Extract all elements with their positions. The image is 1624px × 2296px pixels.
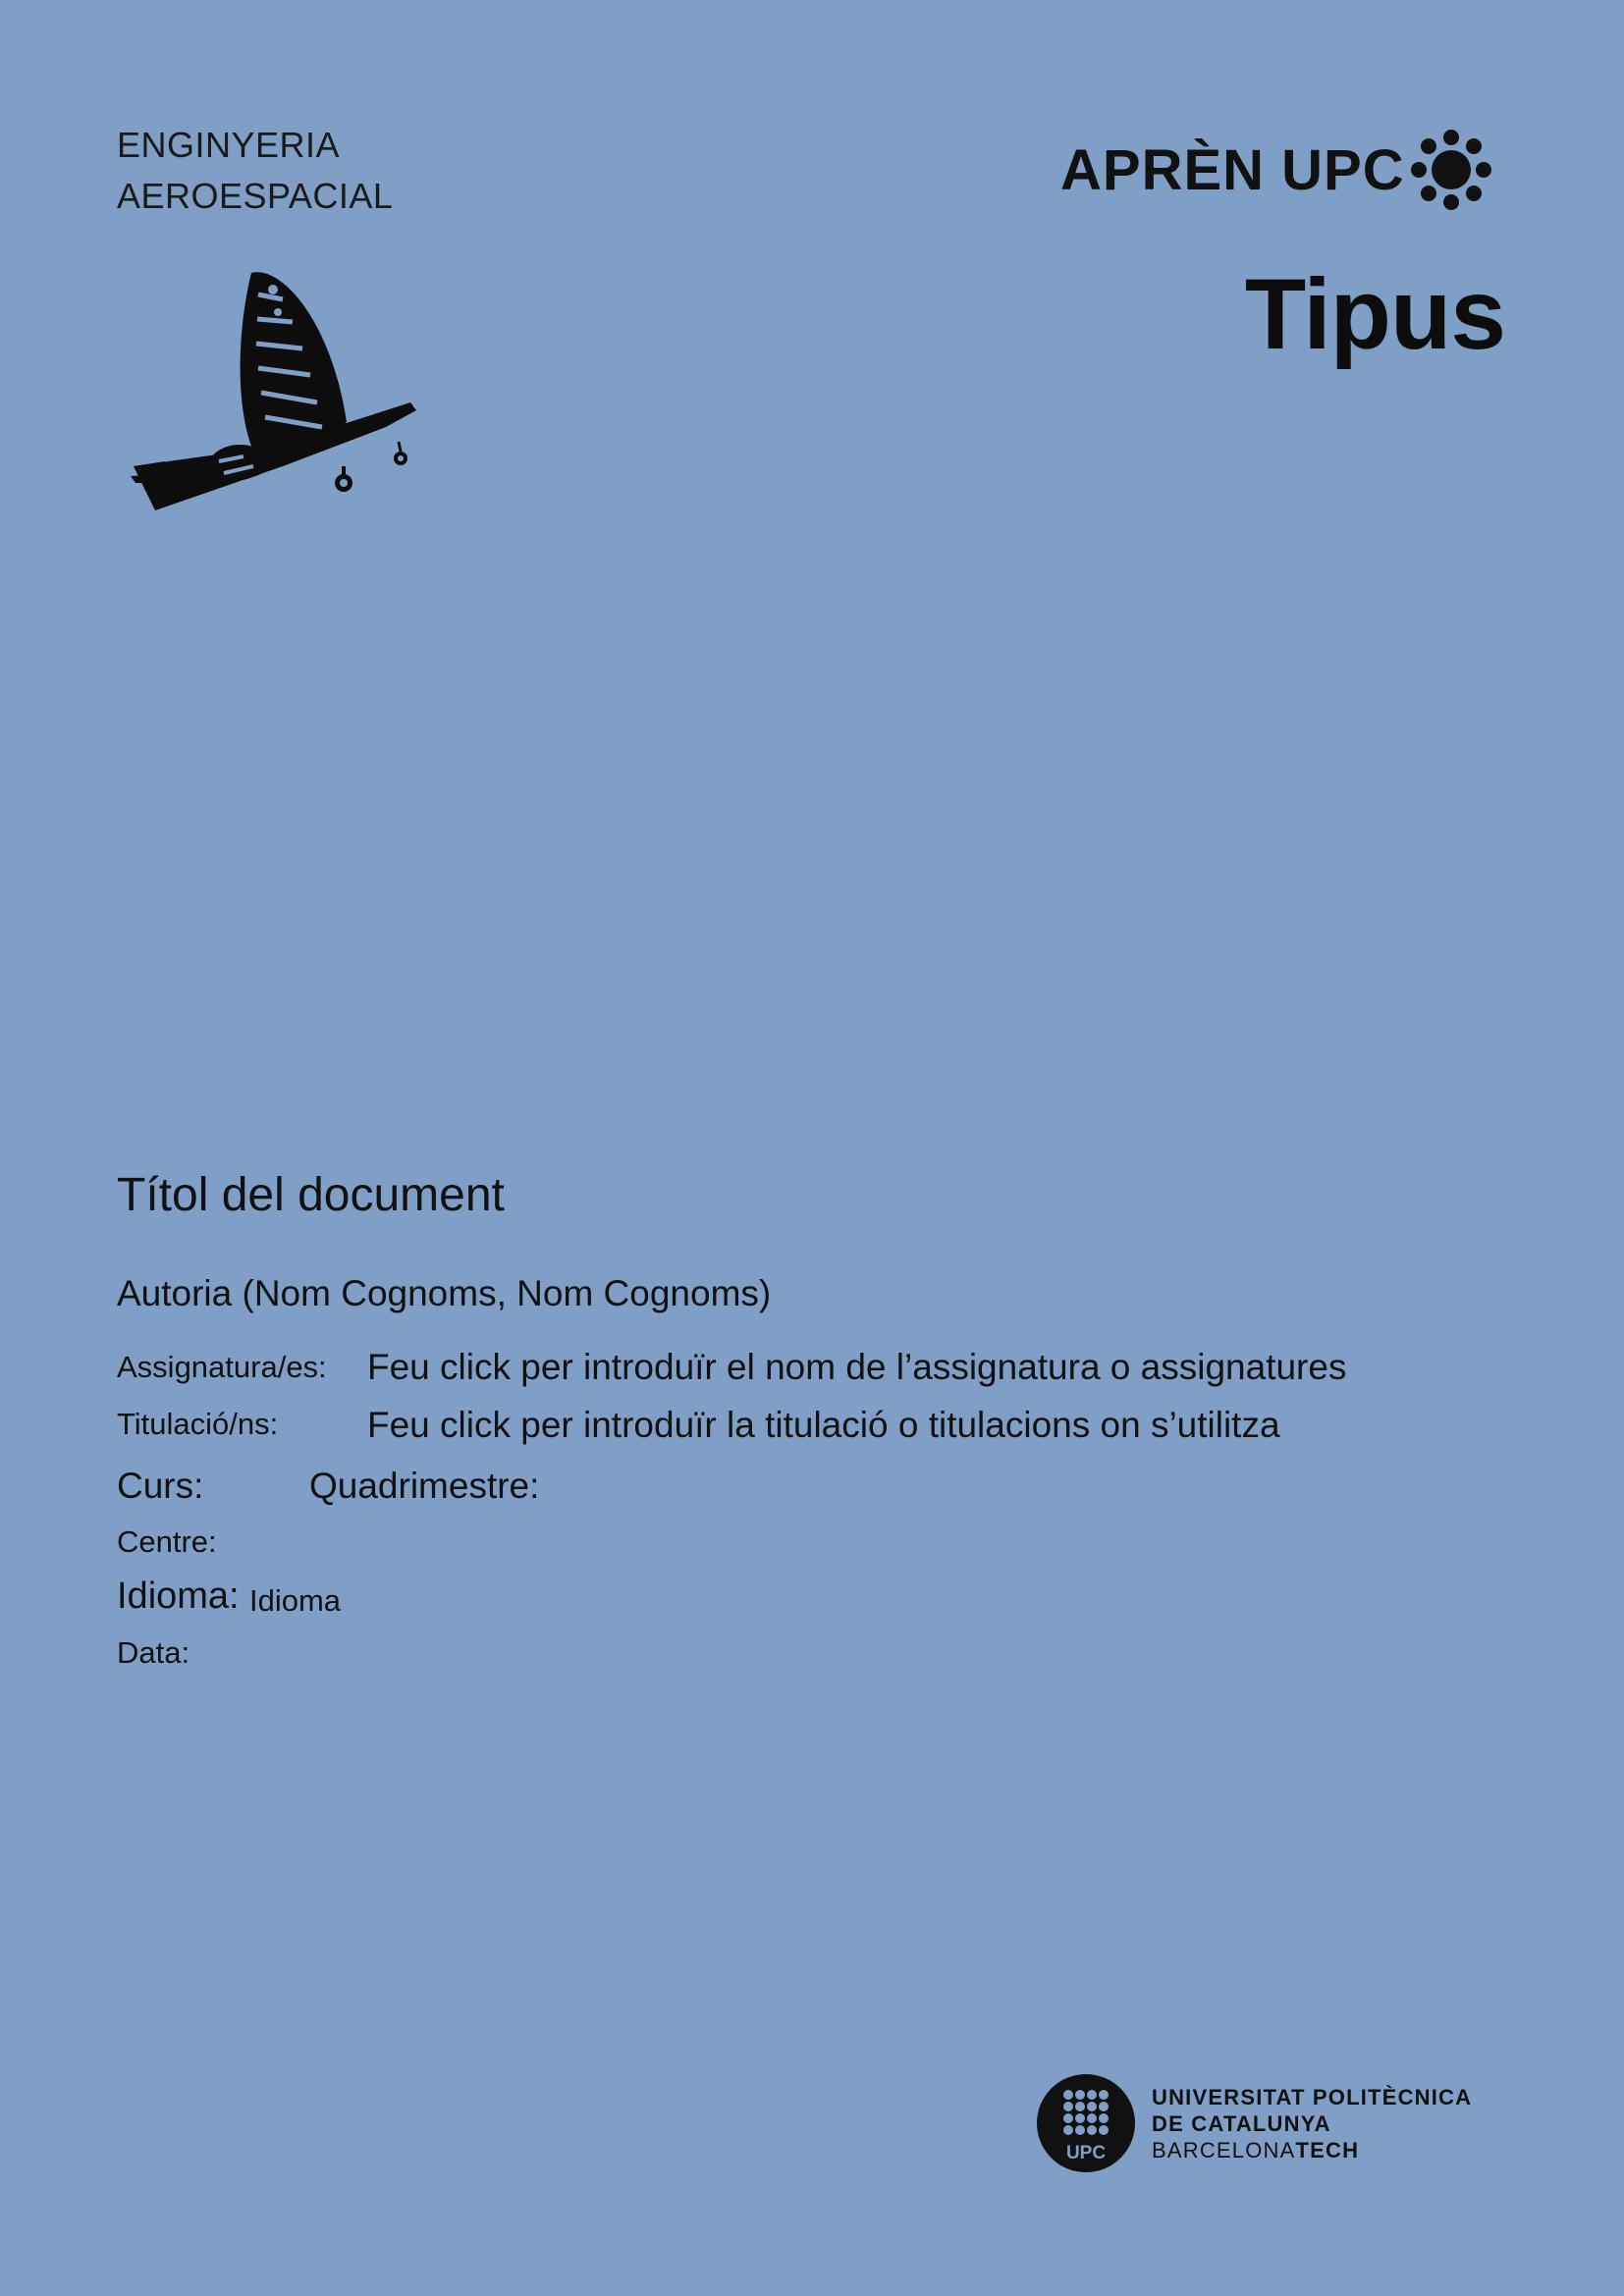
semester-label: Quadrimestre: xyxy=(309,1466,540,1506)
date-label: Data: xyxy=(117,1635,190,1670)
university-logo xyxy=(1036,2073,1472,2173)
language-field[interactable]: Idioma xyxy=(249,1583,342,1618)
degree-label: Titulació/ns: xyxy=(117,1407,279,1441)
apren-upc-brand xyxy=(1060,126,1495,214)
document-type: Tipus xyxy=(1244,258,1505,370)
course-label: Curs: xyxy=(117,1466,204,1506)
department-name xyxy=(117,120,393,222)
university-line-3 xyxy=(1152,2137,1472,2163)
university-line-3-regular: BARCELONA xyxy=(1152,2137,1296,2163)
department-line-2: AEROESPACIAL xyxy=(117,176,394,216)
upc-seal-icon xyxy=(1036,2073,1136,2173)
subject-field[interactable]: Feu click per introduïr el nom de l’assignatura o assignatures xyxy=(367,1347,1347,1387)
subject-label: Assignatura/es: xyxy=(117,1350,327,1384)
university-line-1: UNIVERSITAT POLITÈCNICA xyxy=(1152,2084,1473,2109)
degree-field[interactable]: Feu click per introduïr la titulació o titulacions on s’utilitza xyxy=(367,1405,1280,1445)
university-name xyxy=(1152,2084,1472,2163)
university-line-3-bold: TECH xyxy=(1295,2137,1360,2163)
butterfly-airplane-icon xyxy=(126,265,430,520)
centre-label: Centre: xyxy=(117,1524,217,1559)
university-line-2: DE CATALUNYA xyxy=(1152,2110,1331,2136)
seal-text: UPC xyxy=(1065,2143,1107,2163)
document-title[interactable]: Títol del document xyxy=(117,1169,505,1221)
document-authors[interactable]: Autoria (Nom Cognoms, Nom Cognoms) xyxy=(117,1273,772,1313)
language-label: Idioma: xyxy=(117,1575,240,1617)
brand-name: APRÈN UPC xyxy=(1060,137,1405,202)
department-line-1: ENGINYERIA xyxy=(117,125,341,165)
sun-dots-icon xyxy=(1407,126,1495,214)
